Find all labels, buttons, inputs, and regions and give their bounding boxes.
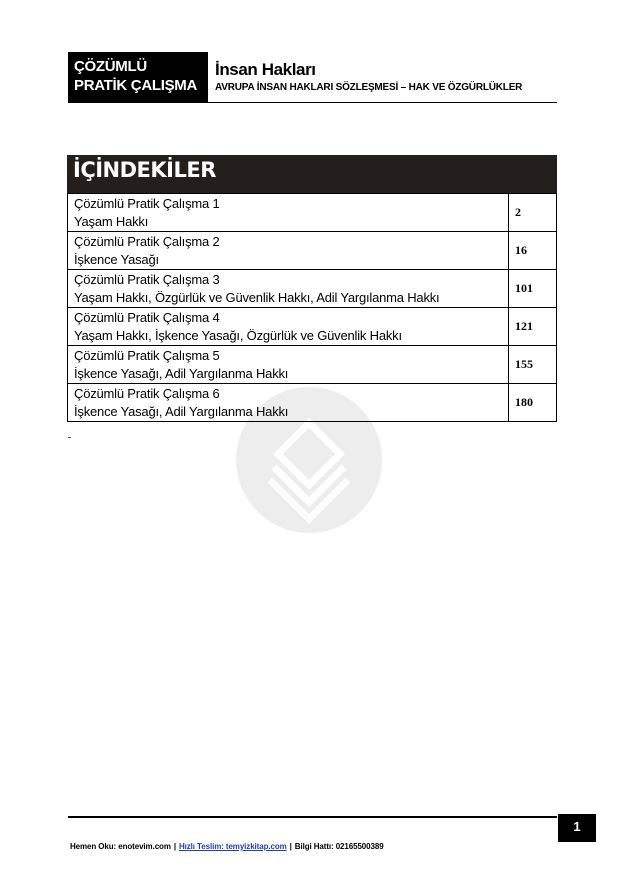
toc-entry-title: Çözümlü Pratik Çalışma 5 xyxy=(74,348,220,363)
toc-entry-topic: İşkence Yasağı, Adil Yargılanma Hakkı xyxy=(74,404,289,419)
toc-row[interactable] xyxy=(68,346,557,384)
toc-page-number: 101 xyxy=(509,270,557,308)
footer-info-line: Bilgi Hattı: 02165500389 xyxy=(294,842,384,851)
toc-entry-title: Çözümlü Pratik Çalışma 6 xyxy=(74,386,220,401)
toc-entry-topic: Yaşam Hakkı xyxy=(74,214,149,229)
toc-page-number: 155 xyxy=(509,346,557,384)
toc-entry-title: Çözümlü Pratik Çalışma 3 xyxy=(74,272,220,287)
table-of-contents xyxy=(67,155,557,422)
stray-mark xyxy=(68,437,71,438)
footer-read-now: Hemen Oku: enotevim.com xyxy=(70,842,171,851)
toc-entry-title: Çözümlü Pratik Çalışma 2 xyxy=(74,234,220,249)
footer-separator: | xyxy=(173,842,176,851)
footer-links xyxy=(70,842,384,851)
toc-table xyxy=(67,193,557,422)
toc-entry-topic: Yaşam Hakkı, İşkence Yasağı, Özgürlük ve Güvenlik Hakkı xyxy=(74,328,402,343)
toc-row[interactable] xyxy=(68,384,557,422)
header-title: İnsan Hakları xyxy=(215,60,316,79)
toc-entry xyxy=(68,232,509,270)
toc-entry xyxy=(68,346,509,384)
toc-row[interactable] xyxy=(68,308,557,346)
toc-entry xyxy=(68,308,509,346)
footer-separator: | xyxy=(289,842,292,851)
toc-page-number: 16 xyxy=(509,232,557,270)
header-subtitle: AVRUPA İNSAN HAKLARI SÖZLEŞMESİ – HAK VE ÖZGÜRLÜKLER xyxy=(215,82,523,93)
footer-fast-delivery-link[interactable]: Hızlı Teslim: temyizkitap.com xyxy=(178,842,287,851)
toc-row[interactable] xyxy=(68,194,557,232)
toc-page-number: 180 xyxy=(509,384,557,422)
toc-entry-title: Çözümlü Pratik Çalışma 4 xyxy=(74,310,220,325)
toc-entry-topic: İşkence Yasağı, Adil Yargılanma Hakkı xyxy=(74,366,289,381)
toc-entry-title: Çözümlü Pratik Çalışma 1 xyxy=(74,196,220,211)
toc-entry xyxy=(68,270,509,308)
toc-entry-topic: İşkence Yasağı xyxy=(74,252,159,267)
header-divider xyxy=(68,102,557,103)
toc-page-number: 2 xyxy=(509,194,557,232)
toc-entry xyxy=(68,194,509,232)
toc-row[interactable] xyxy=(68,232,557,270)
toc-entry-topic: Yaşam Hakkı, Özgürlük ve Güvenlik Hakkı, Adil Yargılanma Hakkı xyxy=(74,290,440,305)
toc-page-number: 121 xyxy=(509,308,557,346)
page-number-badge: 1 xyxy=(558,814,596,842)
toc-row[interactable] xyxy=(68,270,557,308)
toc-heading: İÇİNDEKİLER xyxy=(67,155,557,193)
toc-entry xyxy=(68,384,509,422)
badge-line-2: PRATİK ÇALIŞMA xyxy=(74,77,198,94)
badge-line-1: ÇÖZÜMLÜ xyxy=(74,58,147,75)
footer-divider xyxy=(68,816,557,818)
header-badge xyxy=(68,52,208,103)
